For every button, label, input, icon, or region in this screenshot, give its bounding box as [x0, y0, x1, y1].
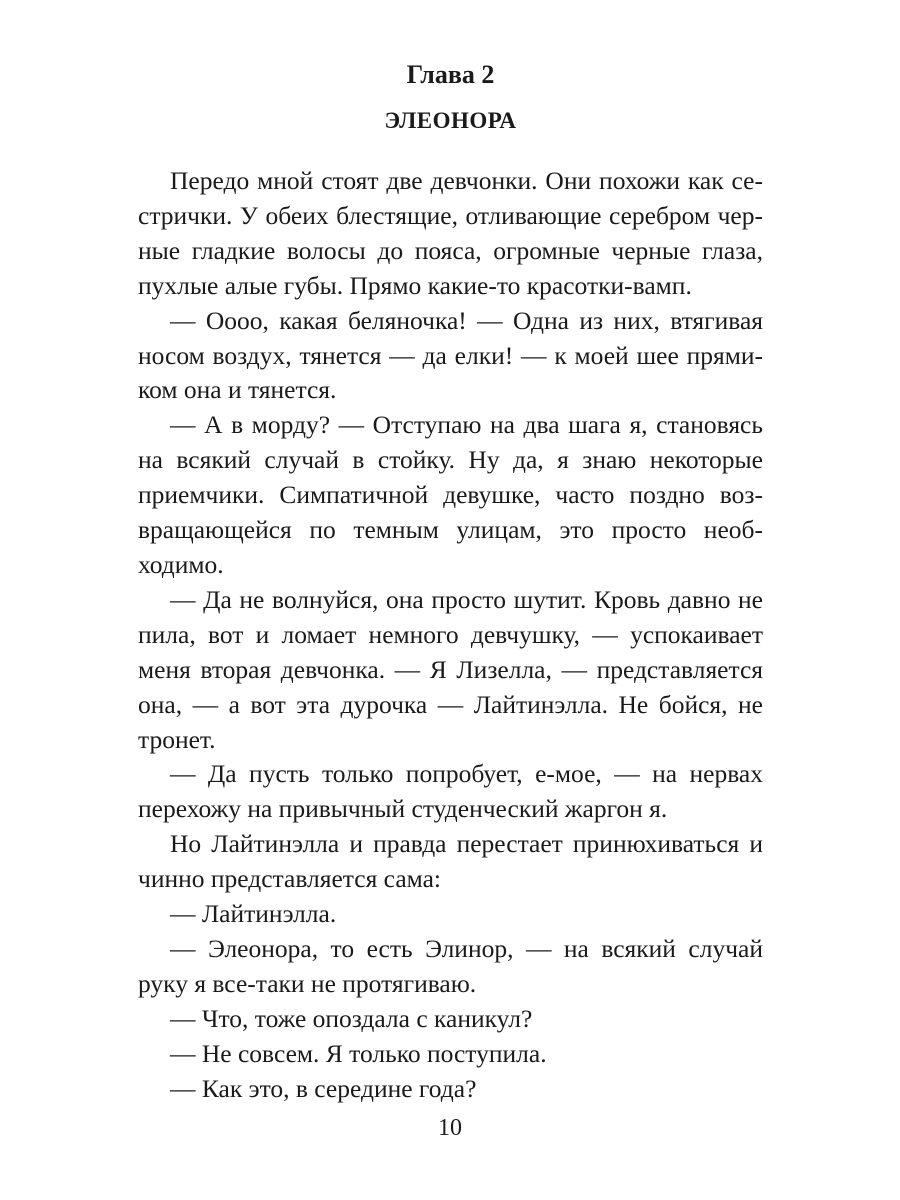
- paragraph: — Оооо, какая беляночка! — Одна из них, втягивая носом воздух, тянется — да елки! — к моей шее прямиком она и тянется.: [138, 305, 763, 405]
- paragraph: — Да не волнуйся, она просто шутит. Кровь давно не пила, вот и ломает немного девчушку, — успокаивает меня вторая девчонка. — Я Лизелла, — представляется она, — а вот эта дурочка — Лайтинэлла. Не бойся, не тронет.: [138, 584, 763, 754]
- paragraph: — А в морду? — Отступаю на два шага я, становясь на всякий случай в стойку. Ну да, я знаю некоторые приемчики. Симпатичной девушке, часто поздно возвращающейся по темным улицам, это просто необходимо.: [138, 410, 763, 579]
- paragraph: — Лайтинэлла.: [170, 899, 337, 929]
- book-page: [138, 58, 763, 1106]
- paragraph: — Да пусть только попробует, е-мое, — на нервах перехожу на привычный студенческий жаргон я.: [138, 759, 763, 824]
- chapter-number: Глава 2: [406, 60, 495, 89]
- page-number: 10: [438, 1115, 462, 1141]
- chapter-title: ЭЛЕОНОРА: [384, 108, 517, 133]
- paragraph: — Не совсем. Я только поступила.: [170, 1038, 547, 1068]
- chapter-body: [138, 164, 763, 1106]
- paragraph: — Что, тоже опоздала с каникул?: [170, 1003, 533, 1033]
- paragraph: Передо мной стоят две девчонки. Они похожи как сестрички. У обеих блестящие, отливающие серебром черные гладкие волосы до пояса, огромные черные глаза, пухлые алые губы. Прямо какие-то красотки-вамп.: [138, 166, 763, 300]
- paragraph: — Как это, в середине года?: [170, 1073, 477, 1103]
- paragraph: Но Лайтинэлла и правда перестает принюхиваться и чинно представляется сама:: [138, 829, 763, 894]
- paragraph: — Элеонора, то есть Элинор, — на всякий случай руку я все-таки не протягиваю.: [138, 933, 763, 998]
